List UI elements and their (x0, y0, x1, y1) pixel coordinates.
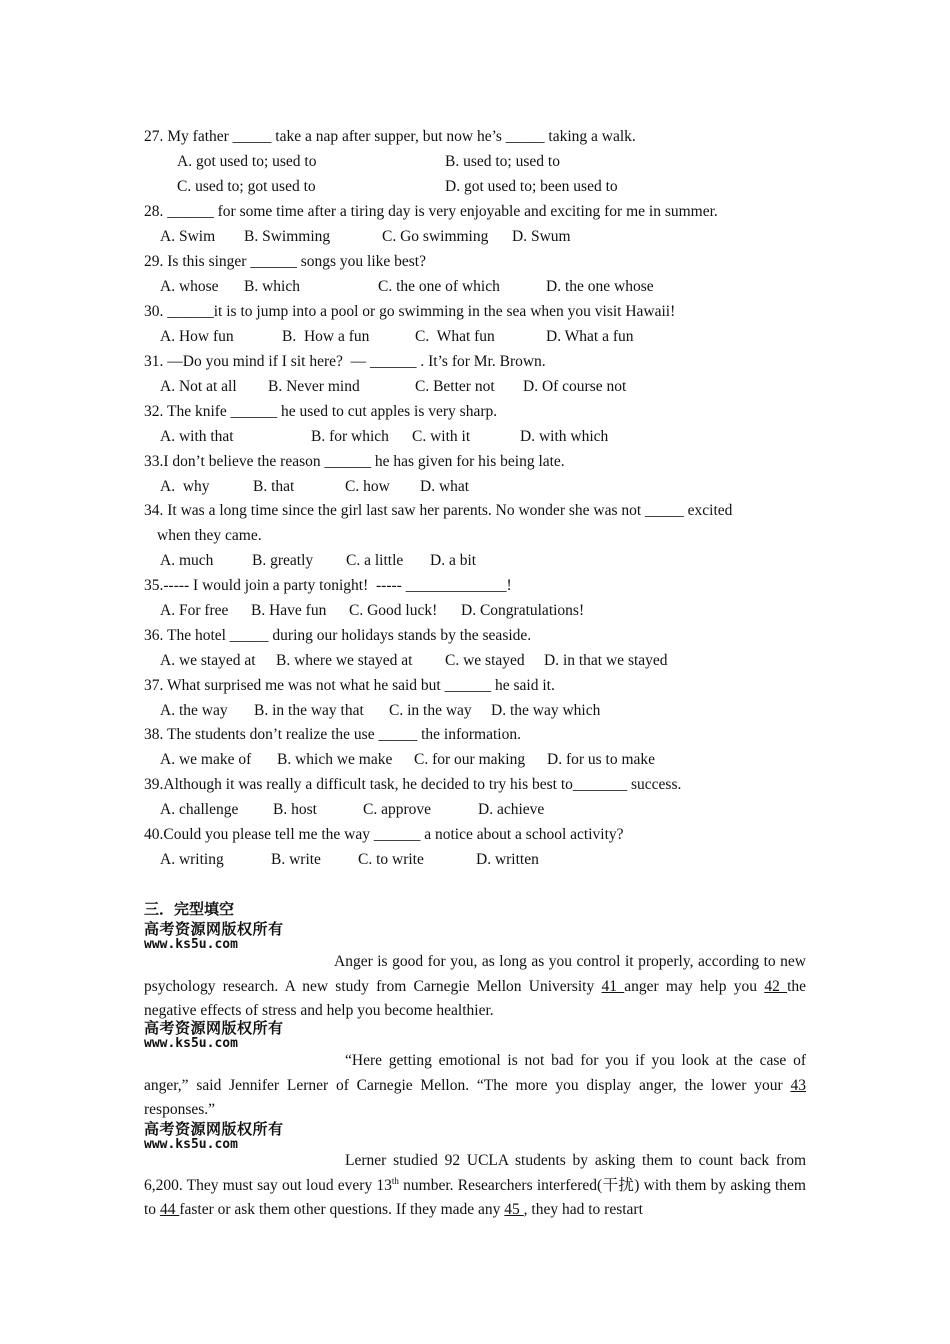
passage-paragraph-3: Lerner studied 92 UCLA students by asking them to count back from 6,200. They must say out loud every 13th number. Researchers interfered(干扰) with them by asking them to 44 faster or ask them other questions. If they made any 45 , they had to restart (144, 1152, 806, 1218)
question-31-stem: 31. —Do you mind if I sit here? — ______ . It’s for Mr. Brown. (144, 353, 546, 370)
question-36-option-c: C. we stayed (445, 652, 525, 669)
question-40-option-a: A. writing (160, 851, 224, 868)
question-35-option-b: B. Have fun (251, 602, 327, 619)
section-title: 三．完型填空 (144, 900, 235, 918)
question-28-option-c: C. Go swimming (382, 228, 489, 245)
question-34-stem: 34. It was a long time since the girl last saw her parents. No wonder she was not _____ excited (144, 502, 733, 519)
question-33-option-c: C. how (345, 478, 390, 495)
question-30-option-c: C. What fun (415, 328, 495, 345)
question-32-option-b: B. for which (311, 428, 389, 445)
watermark-logo (144, 921, 314, 952)
question-40-option-c: C. to write (358, 851, 424, 868)
question-30-stem: 30. ______it is to jump into a pool or go swimming in the sea when you visit Hawaii! (144, 303, 676, 320)
question-33-option-a: A. why (160, 478, 210, 495)
question-33-stem: 33.I don’t believe the reason ______ he has given for his being late. (144, 453, 565, 470)
question-31-option-b: B. Never mind (268, 378, 360, 395)
question-29-option-a: A. whose (160, 278, 219, 295)
question-27-option-c: C. used to; got used to (177, 178, 316, 195)
superscript-th: th (391, 1175, 399, 1186)
question-33-option-d: D. what (420, 478, 470, 495)
question-29-option-c: C. the one of which (378, 278, 500, 295)
watermark-line1: 高考资源网版权所有 (144, 1120, 284, 1138)
passage-paragraph-1: Anger is good for you, as long as you control it properly, according to new psychology research. A new study from Carnegie Mellon University 41 anger may help you 42 the negative effects of stress and help you become healthier. (144, 953, 807, 1019)
question-36-option-b: B. where we stayed at (276, 652, 413, 669)
question-30-option-d: D. What a fun (546, 328, 634, 345)
question-29-stem: 29. Is this singer ______ songs you like best? (144, 253, 426, 270)
question-36-option-d: D. in that we stayed (544, 652, 668, 669)
question-38-option-d: D. for us to make (547, 751, 656, 768)
watermark-logo (144, 1121, 314, 1152)
question-28-option-a: A. Swim (160, 228, 216, 245)
question-40-option-b: B. write (271, 851, 321, 868)
question-32-stem: 32. The knife ______ he used to cut apples is very sharp. (144, 403, 498, 420)
question-28-option-b: B. Swimming (244, 228, 331, 245)
question-37-stem: 37. What surprised me was not what he said but ______ he said it. (144, 677, 555, 694)
question-35-stem: 35.----- I would join a party tonight! ----- _____________! (144, 577, 512, 594)
question-38-option-c: C. for our making (414, 751, 526, 768)
question-28-option-d: D. Swum (512, 228, 571, 245)
watermark-logo (144, 1020, 314, 1051)
question-31-option-c: C. Better not (415, 378, 495, 395)
question-39-option-a: A. challenge (160, 801, 239, 818)
question-36-stem: 36. The hotel _____ during our holidays stands by the seaside. (144, 627, 532, 644)
watermark-line1: 高考资源网版权所有 (144, 920, 284, 938)
question-30-option-a: A. How fun (160, 328, 234, 345)
question-34-option-d: D. a bit (430, 552, 477, 569)
question-29-option-d: D. the one whose (546, 278, 654, 295)
question-39-option-d: D. achieve (478, 801, 545, 818)
question-32-option-c: C. with it (412, 428, 471, 445)
question-29-option-b: B. which (244, 278, 300, 295)
blank-41: 41 (601, 977, 625, 995)
question-37-option-b: B. in the way that (254, 702, 364, 719)
question-35-option-a: A. For free (160, 602, 229, 619)
question-27-option-a: A. got used to; used to (177, 153, 317, 170)
question-27-option-d: D. got used to; been used to (445, 178, 618, 195)
question-38-stem: 38. The students don’t realize the use _____ the information. (144, 726, 521, 743)
watermark-line2: www.ks5u.com (144, 1137, 238, 1152)
question-37-option-c: C. in the way (389, 702, 472, 719)
question-35-option-c: C. Good luck! (349, 602, 438, 619)
question-38-option-a: A. we make of (160, 751, 252, 768)
watermark-line1: 高考资源网版权所有 (144, 1019, 284, 1037)
question-30-option-b: B. How a fun (282, 328, 370, 345)
question-31-option-d: D. Of course not (523, 378, 627, 395)
question-37-option-a: A. the way (160, 702, 228, 719)
question-28-stem: 28. ______ for some time after a tiring day is very enjoyable and exciting for me in summer. (144, 203, 718, 220)
question-34-stem-continued: when they came. (157, 527, 262, 544)
watermark-line2: www.ks5u.com (144, 937, 238, 952)
question-39-stem: 39.Although it was really a difficult task, he decided to try his best to_______ success. (144, 776, 682, 793)
question-39-option-c: C. approve (363, 801, 432, 818)
question-34-option-c: C. a little (346, 552, 404, 569)
question-27-stem: 27. My father _____ take a nap after supper, but now he’s _____ taking a walk. (144, 128, 636, 145)
question-34-option-a: A. much (160, 552, 214, 569)
question-36-option-a: A. we stayed at (160, 652, 256, 669)
question-39-option-b: B. host (273, 801, 317, 818)
blank-44: 44 (159, 1201, 180, 1218)
question-31-option-a: A. Not at all (160, 378, 237, 395)
blank-42: 42 (764, 977, 788, 995)
blank-45: 45 (504, 1201, 524, 1218)
question-40-stem: 40.Could you please tell me the way ______ a notice about a school activity? (144, 826, 624, 843)
question-40-option-d: D. written (476, 851, 539, 868)
question-38-option-b: B. which we make (277, 751, 393, 768)
question-27-option-b: B. used to; used to (445, 153, 560, 170)
question-32-option-a: A. with that (160, 428, 234, 445)
watermark-line2: www.ks5u.com (144, 1036, 238, 1051)
question-32-option-d: D. with which (520, 428, 609, 445)
question-34-option-b: B. greatly (252, 552, 314, 569)
question-35-option-d: D. Congratulations! (461, 602, 585, 619)
blank-43: 43 (790, 1076, 806, 1094)
passage-paragraph-2: “Here getting emotional is not bad for you if you look at the case of anger,” said Jennifer Lerner of Carnegie Mellon. “The more you display anger, the lower your 43 responses.” (144, 1052, 806, 1118)
question-33-option-b: B. that (253, 478, 295, 495)
question-37-option-d: D. the way which (491, 702, 601, 719)
